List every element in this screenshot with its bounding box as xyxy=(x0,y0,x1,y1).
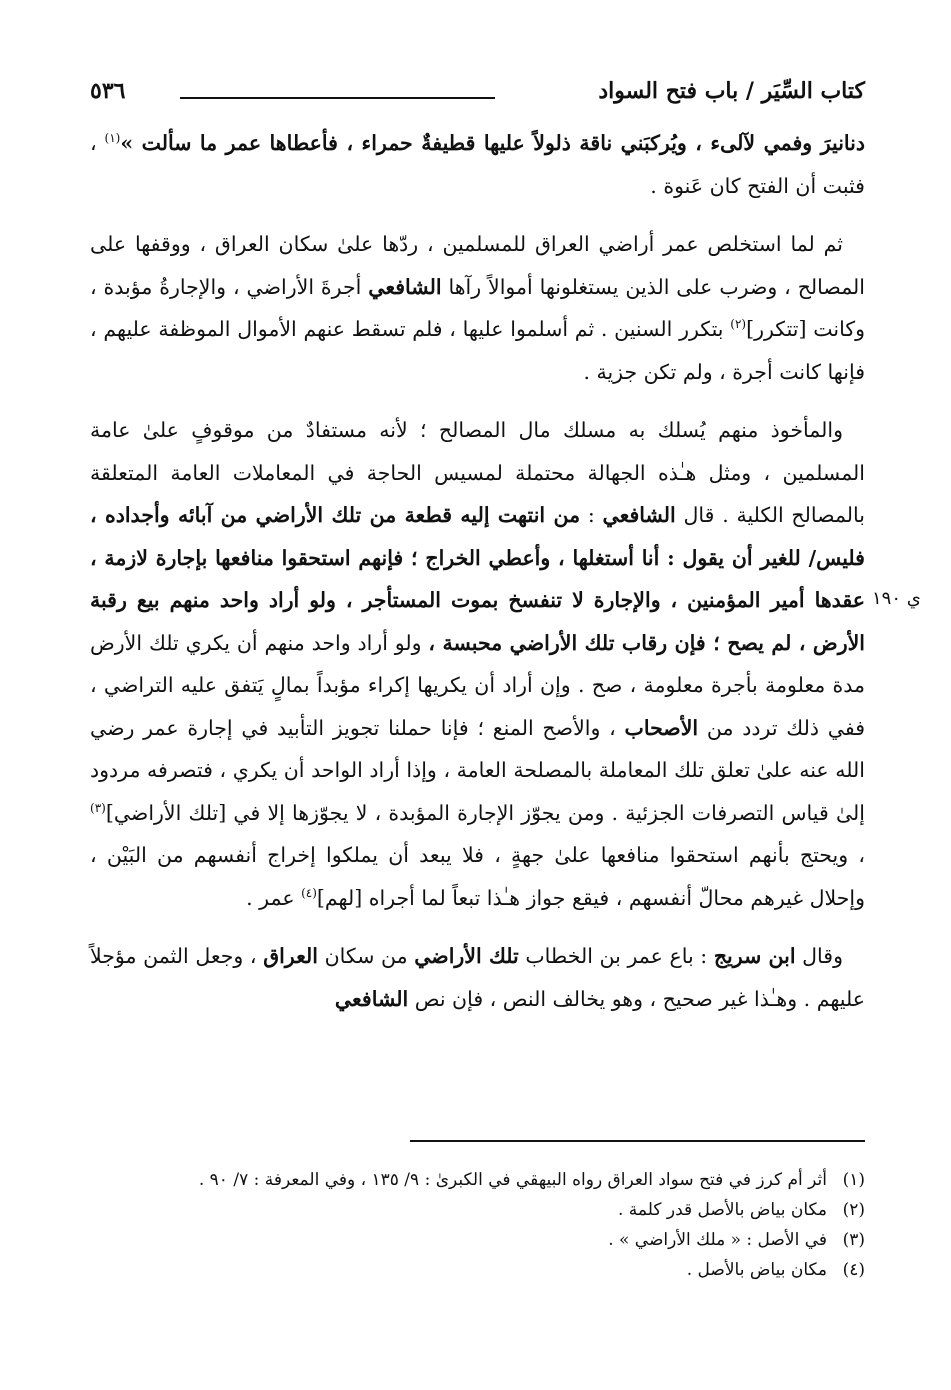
footnote-text: مكان بياض بالأصل . xyxy=(686,1260,827,1280)
running-title: كتاب السِّيَر / باب فتح السواد xyxy=(598,78,865,104)
footnote-number: (٣) xyxy=(842,1230,865,1250)
margin-folio-note: ي ١٩٠ xyxy=(872,588,921,609)
text-segment: : xyxy=(580,503,603,527)
footnote xyxy=(90,1195,865,1225)
footnote xyxy=(90,1165,865,1195)
text-segment: الأصحاب xyxy=(624,715,699,740)
footnote-ref: (٣) xyxy=(90,800,106,815)
text-segment: عمر . xyxy=(246,885,302,910)
footnote xyxy=(90,1225,865,1255)
paragraph xyxy=(90,223,865,393)
footnotes xyxy=(90,1165,865,1285)
header-rule xyxy=(180,97,495,99)
page-number: ٥٣٦ xyxy=(90,78,126,104)
text-segment: بتكرر السنين . ثم أسلموا عليها ، فلم تسقط عنهم الأموال الموظفة عليهم ، فإنها كانت أجرة ، ولم تكن جزية . xyxy=(90,317,865,384)
footnote-rule xyxy=(410,1140,865,1142)
book-page xyxy=(90,0,865,1390)
text-segment: الشافعي xyxy=(368,274,442,299)
footnote-text: أثر أم كرز في فتح سواد العراق رواه البيهقي في الكبرىٰ : ٩/ ١٣٥ ، وفي المعرفة : ٧/ ٩٠ . xyxy=(198,1170,827,1190)
page-header xyxy=(90,74,865,114)
text-segment: ، والأصح المنع ؛ فإنا حملنا تجويز التأبيد في إجارة عمر رضي الله عنه علىٰ تعلق تلك المعاملة بالمصلحة العامة ، وإذا أراد الواحد أن يكري ، فتصرفه مردود إلىٰ قياس التصرفات الجزئية . ومن يجوّز الإجارة المؤبدة ، لا يجوّزها إلا في [تلك الأراضي] xyxy=(90,715,865,825)
text-segment: الشافعي xyxy=(334,986,409,1011)
text-segment: ، فثبت أن الفتح كان عَنوة . xyxy=(90,131,865,198)
footnote-ref: (١) xyxy=(104,131,121,146)
footnote-number: (٢) xyxy=(842,1200,865,1220)
footnote-number: (١) xyxy=(842,1170,865,1190)
text-segment: والمأخوذ منهم يُسلك به مسلك مال المصالح ؛ لأنه مستفادٌ من موقوفٍ علىٰ عامة المسلمين ، ومثل هـٰذه الجهالة محتملة لمسيس الحاجة في المعاملات العامة المتعلقة بالمصالح الكلية . قال xyxy=(90,418,865,527)
text-segment: الشافعي xyxy=(602,503,676,527)
text-segment: من انتهت إليه قطعة من تلك الأراضي من آبائه وأجداده ، فليس/ للغير أن يقول : أنا أستغلها ، وأعطي الخراج ؛ فإنهم استحقوا منافعها بإجارة لازمة ، عقدها أمير المؤمنين ، والإجارة لا تنفسخ بموت المستأجر ، ولو أراد واحد منهم بيع رقبة الأرض ، لم يصح ؛ فإن رقاب تلك الأراضي محبسة ، xyxy=(90,503,865,655)
text-segment: تلك الأراضي xyxy=(414,944,519,968)
main-text xyxy=(90,122,865,1020)
text-segment: وقال xyxy=(795,944,843,968)
footnote-ref: (٤) xyxy=(301,885,317,900)
text-segment: العراق xyxy=(263,944,318,968)
footnote-text: في الأصل : « ملك الأراضي » . xyxy=(608,1230,827,1250)
text-segment: : باع عمر بن الخطاب xyxy=(518,944,714,968)
paragraph xyxy=(90,122,865,207)
text-segment: أجرةَ الأراضي ، والإجارةُ مؤبدة ، وكانت [تتكرر] xyxy=(90,274,865,341)
text-segment: ابن سريج xyxy=(713,944,796,968)
text-segment: من سكان xyxy=(317,944,415,968)
text-segment: دنانيرَ وفمي لآلىء ، ويُركبَني ناقة ذلولاً عليها قطيفةٌ حمراء ، فأعطاها عمر ما سألت » xyxy=(120,131,865,155)
footnote-text: مكان بياض بالأصل قدر كلمة . xyxy=(617,1200,827,1220)
text-segment: ، ويحتج بأنهم استحقوا منافعها علىٰ جهةٍ ، فلا يبعد أن يملكوا إخراج أنفسهم من البَيْن ، وإحلال غيرهم محالّ أنفسهم ، فيقع جواز هـٰذا تبعاً لما أجراه [لهم] xyxy=(90,843,865,910)
footnote-number: (٤) xyxy=(842,1260,865,1280)
footnote xyxy=(90,1255,865,1285)
text-segment: ، وجعل الثمن مؤجلاً عليهم . وهـٰذا غير صحيح ، وهو يخالف النص ، فإن نص xyxy=(90,944,865,1011)
paragraph xyxy=(90,935,865,1020)
footnote-ref: (٢) xyxy=(730,317,747,332)
text-segment: ثم لما استخلص عمر أراضي العراق للمسلمين ، ردّها علىٰ سكان العراق ، ووقفها على المصالح ، وضرب على الذين يستغلونها أموالاً رآها xyxy=(90,232,865,299)
paragraph xyxy=(90,409,865,919)
text-segment: ولو أراد واحد منهم أن يكري تلك الأرض مدة معلومة بأجرة معلومة ، صح . وإن أراد أن يكريها إكراء مؤبداً بمالٍ يَتفق عليه التراضي ، ففي ذلك تردد من xyxy=(90,630,865,740)
